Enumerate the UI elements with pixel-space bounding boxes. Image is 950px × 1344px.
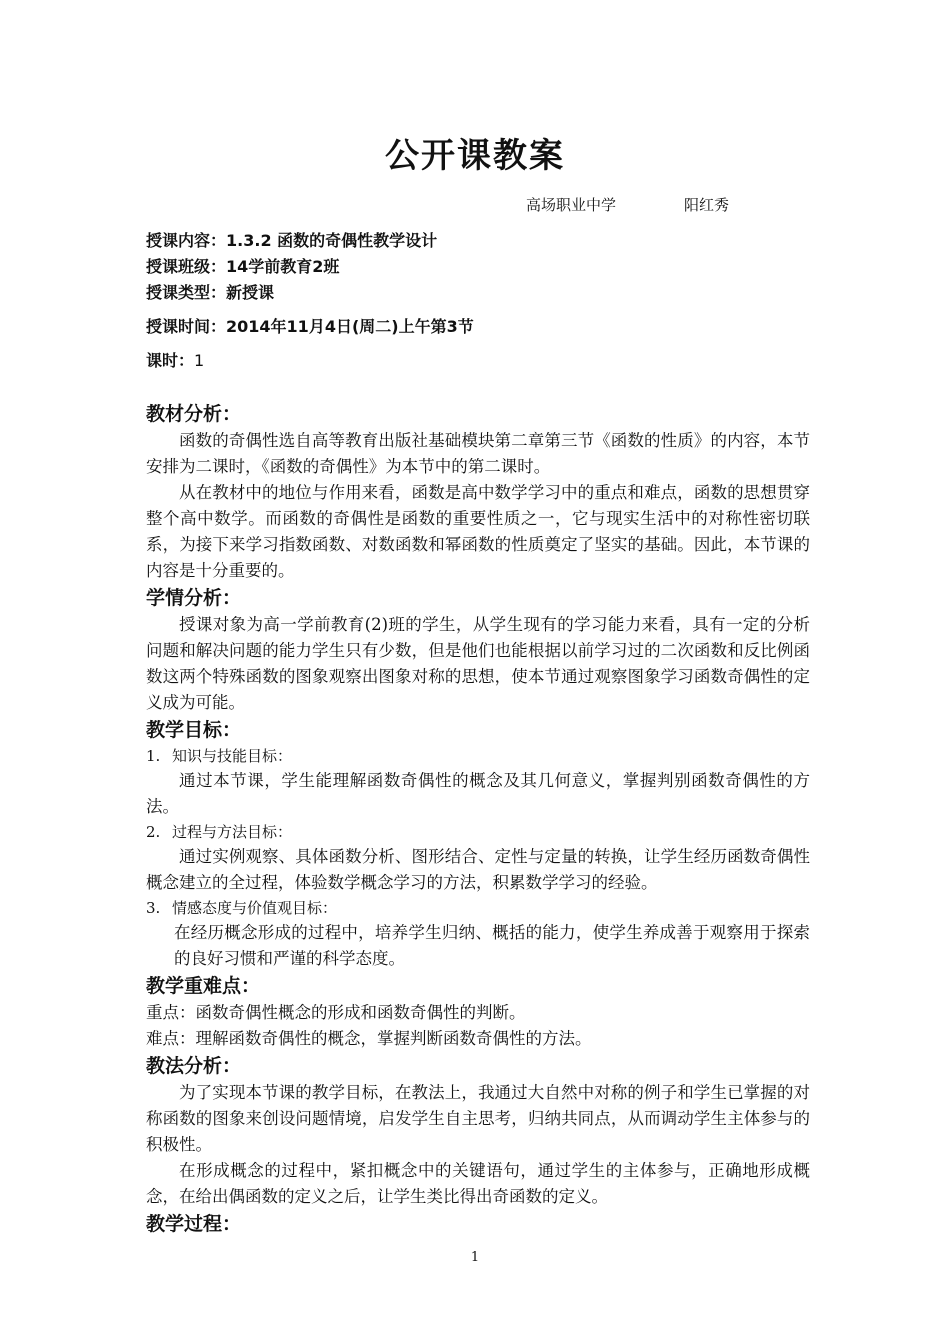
document-title: 公开课教案 bbox=[385, 136, 565, 176]
goal-3-title bbox=[146, 896, 810, 920]
goal-number: 3. bbox=[146, 899, 161, 917]
meta-label: 授课时间： bbox=[146, 317, 227, 336]
goal-1-title bbox=[146, 744, 810, 768]
heading-students: 学情分析： bbox=[146, 587, 242, 609]
heading-method: 教法分析： bbox=[146, 1055, 242, 1077]
heading-keypoints: 教学重难点： bbox=[146, 975, 261, 997]
keypoint-difficulty: 难点：理解函数奇偶性的概念，掌握判断函数奇偶性的方法。 bbox=[146, 1029, 592, 1048]
goal-number: 2. bbox=[146, 823, 161, 841]
document-body bbox=[146, 400, 810, 1238]
author-school: 高场职业中学 bbox=[526, 196, 617, 214]
author-line bbox=[526, 194, 729, 215]
heading-goals: 教学目标： bbox=[146, 719, 242, 741]
goal-title: 知识与技能目标： bbox=[172, 747, 293, 765]
goal-number: 1. bbox=[146, 747, 161, 765]
goal-2-title bbox=[146, 820, 810, 844]
page-number: 1 bbox=[470, 1250, 480, 1265]
goal-title: 情感态度与价值观目标： bbox=[172, 899, 338, 917]
goal-1-text: 通过本节课，学生能理解函数奇偶性的概念及其几何意义，掌握判别函数奇偶性的方法。 bbox=[146, 771, 810, 816]
material-paragraph-1: 函数的奇偶性选自高等教育出版社基础模块第二章第三节《函数的性质》的内容，本节安排为二课时，《函数的奇偶性》为本节中的第二课时。 bbox=[146, 431, 810, 476]
meta-value: 2014年11月4日(周二)上午第3节 bbox=[226, 317, 474, 336]
meta-content bbox=[146, 228, 437, 251]
method-paragraph-1: 为了实现本节课的教学目标，在教法上，我通过大自然中对称的例子和学生已掌握的对称函数的图象来创设问题情境，启发学生自主思考，归纳共同点，从而调动学生主体参与的积极性。 bbox=[146, 1083, 810, 1154]
meta-label: 授课内容： bbox=[146, 231, 227, 250]
meta-label: 授课类型： bbox=[146, 283, 227, 302]
meta-class bbox=[146, 254, 339, 277]
material-paragraph-2: 从在教材中的地位与作用来看，函数是高中数学学习中的重点和难点，函数的思想贯穿整个高中数学。而函数的奇偶性是函数的重要性质之一，它与现实生活中的对称性密切联系，为接下来学习指数函数、对数函数和幂函数的性质奠定了坚实的基础。因此，本节课的内容是十分重要的。 bbox=[146, 483, 810, 580]
heading-process: 教学过程： bbox=[146, 1213, 242, 1235]
heading-material: 教材分析： bbox=[146, 403, 242, 425]
keypoint-focus: 重点：函数奇偶性概念的形成和函数奇偶性的判断。 bbox=[146, 1003, 526, 1022]
author-name: 阳红秀 bbox=[684, 196, 730, 214]
goal-3-text: 在经历概念形成的过程中，培养学生归纳、概括的能力，使学生养成善于观察用于探索的良好习惯和严谨的科学态度。 bbox=[174, 923, 810, 968]
meta-value: 1.3.2 函数的奇偶性教学设计 bbox=[226, 231, 438, 250]
meta-hours bbox=[146, 348, 204, 371]
meta-value: 1 bbox=[194, 351, 205, 370]
goal-title: 过程与方法目标： bbox=[172, 823, 293, 841]
meta-label: 课时： bbox=[146, 351, 195, 370]
meta-time bbox=[146, 314, 474, 337]
meta-value: 14学前教育2班 bbox=[226, 257, 340, 276]
meta-value: 新授课 bbox=[226, 283, 275, 302]
students-paragraph: 授课对象为高一学前教育(2)班的学生，从学生现有的学习能力来看，具有一定的分析问题和解决问题的能力学生只有少数，但是他们也能根据以前学习过的二次函数和反比例函数这两个特殊函数的图象观察出图象对称的思想，使本节通过观察图象学习函数奇偶性的定义成为可能。 bbox=[146, 615, 810, 712]
meta-type bbox=[146, 280, 274, 303]
goal-2-text: 通过实例观察、具体函数分析、图形结合、定性与定量的转换，让学生经历函数奇偶性概念建立的全过程，体验数学概念学习的方法，积累数学学习的经验。 bbox=[146, 847, 810, 892]
meta-label: 授课班级： bbox=[146, 257, 227, 276]
method-paragraph-2: 在形成概念的过程中，紧扣概念中的关键语句，通过学生的主体参与，正确地形成概念，在给出偶函数的定义之后，让学生类比得出奇函数的定义。 bbox=[146, 1161, 810, 1206]
